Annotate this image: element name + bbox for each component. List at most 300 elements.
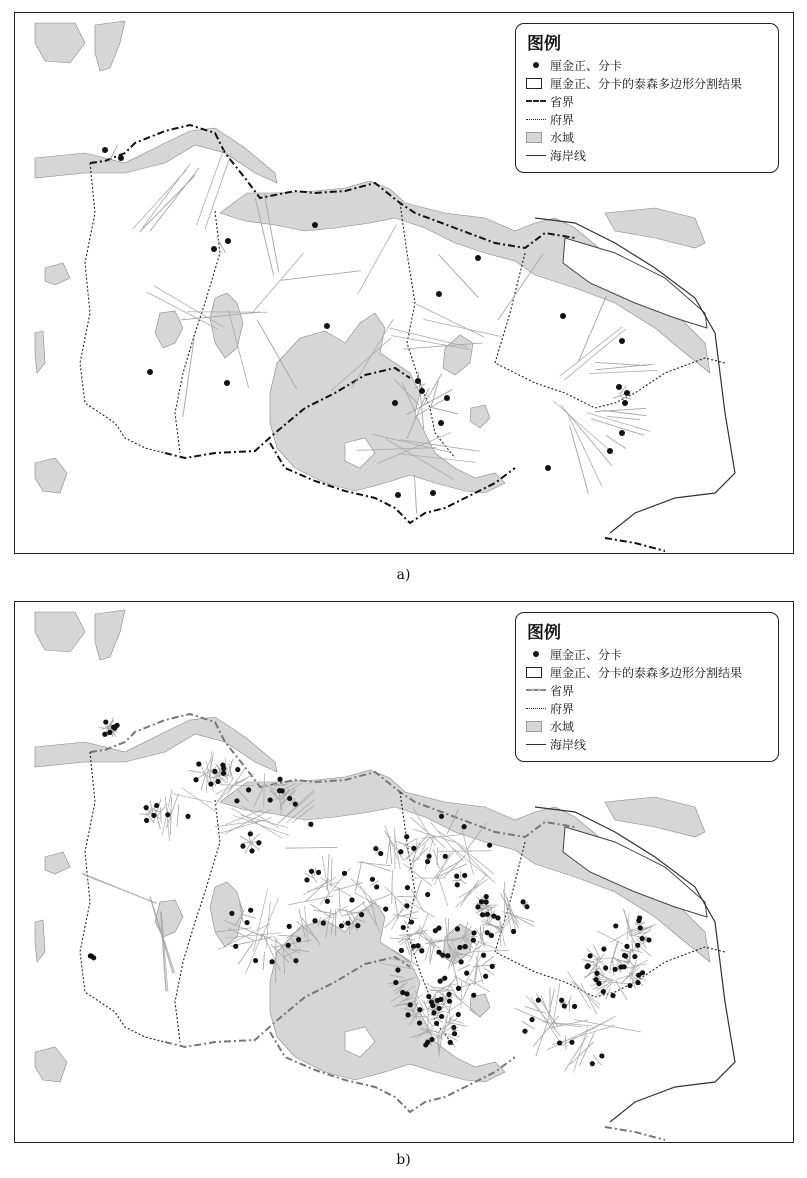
thiessen-edge — [310, 904, 331, 918]
likin-station-point — [457, 945, 462, 950]
thiessen-edge — [434, 853, 450, 885]
likin-station-point — [569, 1040, 574, 1045]
thiessen-edge — [188, 312, 268, 313]
likin-station-point — [324, 323, 330, 329]
likin-station-point — [572, 1004, 577, 1009]
likin-station-point — [296, 937, 301, 942]
likin-station-point — [522, 1029, 527, 1034]
prefecture-line-icon — [526, 119, 546, 120]
water-body — [605, 797, 705, 837]
thiessen-edge — [263, 952, 264, 970]
likin-station-point — [475, 255, 481, 261]
likin-station-point — [624, 390, 630, 396]
thiessen-edge — [322, 856, 329, 897]
water-body — [95, 610, 125, 660]
likin-station-point — [646, 937, 651, 942]
thiessen-edge — [423, 319, 501, 336]
thiessen-edge — [474, 947, 479, 981]
likin-station-point — [383, 906, 388, 911]
likin-station-point — [234, 798, 239, 803]
likin-station-point — [154, 803, 159, 808]
likin-station-point — [638, 925, 643, 930]
likin-station-point — [636, 973, 641, 978]
thiessen-edge — [579, 296, 607, 361]
likin-station-point — [462, 873, 467, 878]
likin-station-point — [562, 1003, 567, 1008]
likin-station-point — [373, 846, 378, 851]
thiessen-edge — [398, 931, 419, 942]
thiessen-edge — [357, 862, 391, 866]
likin-station-point — [419, 948, 424, 953]
water-body — [35, 331, 45, 373]
caption-a: a) — [396, 567, 411, 583]
thiessen-edge — [645, 936, 647, 943]
thiessen-edge — [357, 880, 371, 907]
thiessen-edge — [525, 1006, 546, 1013]
thiessen-edge — [570, 425, 589, 493]
thiessen-edge — [143, 163, 191, 227]
thiessen-edge — [177, 804, 179, 826]
likin-station-point — [438, 979, 443, 984]
likin-station-point — [495, 915, 500, 920]
likin-station-point — [405, 1012, 410, 1017]
likin-station-point — [619, 338, 625, 344]
likin-station-point — [225, 238, 231, 244]
thiessen-edge — [466, 956, 482, 983]
likin-station-point — [436, 950, 441, 955]
thiessen-edge — [596, 364, 653, 370]
likin-station-point — [349, 897, 354, 902]
thiessen-edge — [404, 899, 434, 917]
thiessen-edge — [183, 338, 194, 417]
likin-station-point — [445, 953, 450, 958]
likin-station-point — [392, 400, 398, 406]
thiessen-edge — [425, 835, 434, 870]
thiessen-edge — [568, 414, 602, 486]
water-icon — [526, 132, 542, 143]
thiessen-edge — [607, 416, 640, 419]
thiessen-edge — [281, 271, 360, 280]
thiessen-edge — [553, 401, 613, 454]
thiessen-edge — [437, 983, 452, 993]
likin-station-point — [286, 943, 291, 948]
likin-station-point — [601, 989, 606, 994]
likin-station-point — [249, 848, 254, 853]
thiessen-edge — [438, 984, 456, 989]
likin-station-point — [395, 492, 401, 498]
likin-station-point — [415, 943, 420, 948]
thiessen-edge — [439, 255, 479, 298]
likin-station-point — [479, 899, 484, 904]
thiessen-edge — [451, 1030, 458, 1031]
likin-station-point — [248, 908, 253, 913]
likin-station-point — [618, 964, 623, 969]
likin-station-point — [404, 903, 409, 908]
thiessen-edge — [565, 1036, 566, 1050]
likin-station-point — [411, 944, 416, 949]
polygon-icon — [526, 667, 542, 678]
thiessen-edge — [448, 1036, 458, 1041]
thiessen-edge — [390, 842, 392, 864]
likin-station-point — [456, 1012, 461, 1017]
likin-station-point — [464, 971, 469, 976]
thiessen-edge — [574, 1020, 640, 1032]
likin-station-point — [456, 986, 461, 991]
likin-station-point — [415, 378, 421, 384]
water-body — [35, 1047, 67, 1082]
thiessen-edge — [384, 909, 404, 928]
thiessen-edge — [418, 929, 434, 948]
likin-station-point — [399, 948, 404, 953]
water-body — [605, 208, 705, 248]
likin-station-point — [370, 877, 375, 882]
likin-station-point — [487, 843, 492, 848]
likin-station-point — [293, 958, 298, 963]
likin-station-point — [316, 870, 321, 875]
likin-station-point — [463, 944, 468, 949]
thiessen-edge — [392, 870, 393, 904]
legend-title: 图例 — [527, 34, 561, 54]
water-body — [95, 21, 125, 71]
likin-station-point — [624, 944, 629, 949]
likin-station-point — [452, 1031, 457, 1036]
likin-station-point — [253, 958, 258, 963]
likin-station-point — [404, 834, 409, 839]
thiessen-edge — [334, 883, 363, 891]
likin-station-point — [471, 993, 476, 998]
likin-station-point — [309, 869, 314, 874]
thiessen-edge — [351, 878, 374, 901]
likin-station-point — [248, 831, 253, 836]
likin-station-point — [430, 1003, 435, 1008]
likin-station-point — [439, 1014, 444, 1019]
thiessen-edge — [593, 976, 600, 977]
water-body — [35, 23, 85, 63]
likin-station-point — [185, 814, 190, 819]
likin-station-point — [359, 912, 364, 917]
coastline-icon — [526, 744, 546, 745]
likin-station-point — [345, 921, 350, 926]
likin-station-point — [401, 925, 406, 930]
likin-station-point — [256, 840, 261, 845]
thiessen-edge — [464, 874, 487, 898]
likin-station-point — [448, 1040, 453, 1045]
thiessen-edge — [595, 362, 646, 365]
likin-station-point — [459, 959, 464, 964]
water-body — [470, 405, 490, 428]
thiessen-edge — [217, 237, 226, 252]
likin-station-point — [212, 769, 217, 774]
caption-b: b) — [396, 1152, 411, 1168]
legend-item-province: 省界 — [526, 93, 574, 109]
likin-station-point — [429, 1037, 434, 1042]
likin-station-point — [235, 767, 240, 772]
thiessen-edge — [452, 880, 462, 881]
thiessen-edge — [413, 829, 457, 843]
likin-station-point — [640, 936, 645, 941]
water-body — [35, 920, 45, 962]
likin-station-point — [594, 971, 599, 976]
likin-station-point — [444, 395, 450, 401]
likin-station-point — [233, 944, 238, 949]
likin-station-point — [462, 824, 467, 829]
thiessen-edge — [182, 788, 218, 813]
likin-station-point — [481, 953, 486, 958]
legend-b — [515, 612, 779, 762]
thiessen-edge — [587, 413, 651, 432]
likin-station-point — [484, 899, 489, 904]
thiessen-edge — [630, 960, 636, 980]
likin-station-point — [480, 912, 485, 917]
thiessen-edge — [458, 964, 470, 970]
likin-station-point — [627, 983, 632, 988]
likin-station-point — [89, 954, 94, 959]
thiessen-edge — [579, 1033, 594, 1066]
likin-station-point — [435, 998, 440, 1003]
likin-station-point — [455, 882, 460, 887]
legend-a — [515, 23, 779, 173]
thiessen-edge — [133, 170, 187, 229]
likin-station-point — [599, 1053, 604, 1058]
thiessen-edge — [422, 1000, 430, 1013]
likin-station-point — [613, 923, 618, 928]
thiessen-edge — [242, 914, 256, 918]
water-body — [45, 852, 70, 874]
province-line-icon — [526, 689, 546, 691]
likin-station-point — [339, 923, 344, 928]
thiessen-edge — [560, 327, 623, 377]
likin-station-point — [409, 919, 414, 924]
likin-station-point — [485, 930, 490, 935]
thiessen-edge — [387, 836, 391, 863]
thiessen-edge — [460, 871, 461, 880]
thiessen-edge — [253, 888, 267, 951]
thiessen-edge — [589, 370, 657, 373]
likin-station-point — [268, 797, 273, 802]
legend-item-province: 省界 — [526, 682, 574, 698]
likin-station-point — [588, 953, 593, 958]
likin-station-point — [607, 448, 613, 454]
likin-station-point — [436, 291, 442, 297]
thiessen-edge — [434, 849, 440, 868]
likin-station-point — [144, 805, 149, 810]
thiessen-edge — [446, 998, 453, 999]
legend-item-coastline: 海岸线 — [526, 736, 586, 752]
likin-station-point — [102, 732, 107, 737]
likin-station-point — [485, 912, 490, 917]
legend-item-prefecture: 府界 — [526, 111, 574, 127]
likin-station-point — [224, 380, 230, 386]
likin-station-point — [395, 967, 400, 972]
water-body — [155, 311, 183, 348]
thiessen-edge — [477, 941, 499, 950]
thiessen-edge — [150, 168, 199, 231]
legend-item-thiessen: 厘金正、分卡的泰森多边形分割结果 — [526, 75, 742, 91]
legend-item-coastline: 海岸线 — [526, 147, 586, 163]
likin-station-point — [355, 923, 360, 928]
thiessen-edge — [548, 989, 554, 1018]
thiessen-edge — [502, 911, 535, 921]
likin-station-point — [165, 812, 170, 817]
likin-station-point — [489, 933, 494, 938]
province-line-icon — [526, 100, 546, 102]
likin-station-point — [417, 1020, 422, 1025]
likin-station-point — [622, 400, 628, 406]
thiessen-edge — [475, 950, 509, 951]
likin-station-point — [438, 420, 444, 426]
water-icon — [526, 721, 542, 732]
likin-station-point — [601, 946, 606, 951]
likin-station-point — [221, 771, 226, 776]
likin-station-point — [229, 911, 234, 916]
polygon-icon — [526, 78, 542, 89]
likin-station-point — [430, 490, 436, 496]
thiessen-edge — [395, 841, 412, 847]
thiessen-edge — [461, 981, 462, 1008]
water-body — [35, 612, 85, 652]
likin-station-point — [277, 777, 282, 782]
thiessen-edge — [430, 407, 458, 414]
likin-station-point — [455, 926, 460, 931]
likin-station-point — [411, 846, 416, 851]
thiessen-edge — [462, 983, 470, 1000]
likin-station-point — [437, 1006, 442, 1011]
likin-station-point — [308, 822, 313, 827]
thiessen-edge — [565, 996, 572, 1010]
likin-station-point — [484, 894, 489, 899]
thiessen-edge — [431, 381, 439, 409]
water-body — [443, 335, 473, 375]
thiessen-edge — [636, 923, 644, 925]
legend-item-water: 水域 — [526, 718, 574, 734]
likin-station-point — [436, 925, 441, 930]
likin-station-point — [404, 991, 409, 996]
likin-station-point — [417, 1007, 422, 1012]
likin-station-point — [471, 930, 476, 935]
likin-station-point — [511, 929, 516, 934]
likin-station-point — [536, 998, 541, 1003]
water-body — [35, 128, 277, 183]
point-icon — [526, 59, 546, 71]
likin-station-point — [246, 787, 251, 792]
likin-station-point — [425, 859, 430, 864]
thiessen-edge — [443, 1016, 448, 1035]
likin-station-point — [279, 788, 284, 793]
likin-station-point — [529, 1017, 534, 1022]
likin-station-point — [240, 843, 245, 848]
likin-station-point — [524, 904, 529, 909]
map-panel-b — [14, 601, 794, 1143]
likin-station-point — [443, 854, 448, 859]
likin-station-point — [269, 959, 274, 964]
water-body — [270, 313, 505, 493]
legend-item-points: 厘金正、分卡 — [526, 57, 622, 73]
likin-station-point — [623, 953, 628, 958]
prefecture-line-icon — [526, 708, 546, 709]
likin-station-point — [378, 851, 383, 856]
likin-station-point — [115, 723, 120, 728]
thiessen-edge — [153, 799, 161, 823]
thiessen-edge — [634, 979, 642, 980]
likin-station-point — [244, 920, 249, 925]
map-panel-a — [14, 12, 794, 554]
likin-station-point — [431, 1010, 436, 1015]
thiessen-edge — [426, 983, 443, 995]
thiessen-edge — [160, 807, 161, 822]
likin-station-point — [613, 967, 618, 972]
thiessen-edge — [574, 982, 599, 1009]
legend-item-points: 厘金正、分卡 — [526, 646, 622, 662]
likin-station-point — [446, 992, 451, 997]
likin-station-point — [211, 246, 217, 252]
likin-station-point — [434, 1021, 439, 1026]
likin-station-point — [304, 877, 309, 882]
likin-station-point — [215, 779, 220, 784]
likin-station-point — [312, 222, 318, 228]
likin-station-point — [144, 818, 149, 823]
thiessen-edge — [384, 831, 403, 860]
thiessen-edge — [369, 893, 393, 903]
legend-item-thiessen: 厘金正、分卡的泰森多边形分割结果 — [526, 664, 742, 680]
likin-station-point — [559, 998, 564, 1003]
likin-station-point — [610, 993, 615, 998]
likin-station-point — [103, 719, 108, 724]
likin-station-point — [405, 885, 410, 890]
thiessen-edge — [251, 253, 303, 314]
thiessen-edge — [405, 942, 410, 955]
likin-station-point — [107, 730, 112, 735]
likin-station-point — [560, 313, 566, 319]
likin-station-point — [616, 384, 622, 390]
thiessen-edge — [390, 938, 415, 940]
likin-station-point — [325, 899, 330, 904]
thiessen-edge — [460, 880, 479, 907]
likin-station-point — [321, 921, 326, 926]
likin-station-point — [475, 904, 480, 909]
legend-item-prefecture: 府界 — [526, 700, 574, 716]
thiessen-edge — [417, 844, 426, 861]
water-body — [45, 263, 70, 285]
thiessen-edge — [616, 981, 627, 1000]
water-body — [35, 717, 277, 772]
thiessen-edge — [400, 911, 418, 916]
likin-station-point — [102, 147, 108, 153]
likin-station-point — [193, 777, 198, 782]
thiessen-edge — [213, 779, 216, 787]
thiessen-edge — [314, 868, 315, 876]
thiessen-edge — [245, 843, 250, 853]
likin-station-point — [342, 871, 347, 876]
likin-station-point — [635, 943, 640, 948]
likin-station-point — [425, 892, 430, 897]
likin-station-point — [423, 1042, 428, 1047]
thiessen-edge — [331, 859, 332, 888]
thiessen-edge — [403, 864, 432, 886]
likin-station-point — [585, 964, 590, 969]
water-body — [35, 458, 67, 493]
likin-station-point — [454, 874, 459, 879]
likin-station-point — [490, 964, 495, 969]
likin-station-point — [287, 796, 292, 801]
thiessen-edge — [412, 302, 484, 337]
legend-title: 图例 — [527, 623, 561, 643]
water-body — [210, 882, 243, 947]
thiessen-edge — [531, 997, 559, 1040]
likin-station-point — [147, 369, 153, 375]
thiessen-edge — [438, 851, 492, 852]
thiessen-edge — [285, 847, 337, 848]
likin-station-point — [520, 899, 525, 904]
